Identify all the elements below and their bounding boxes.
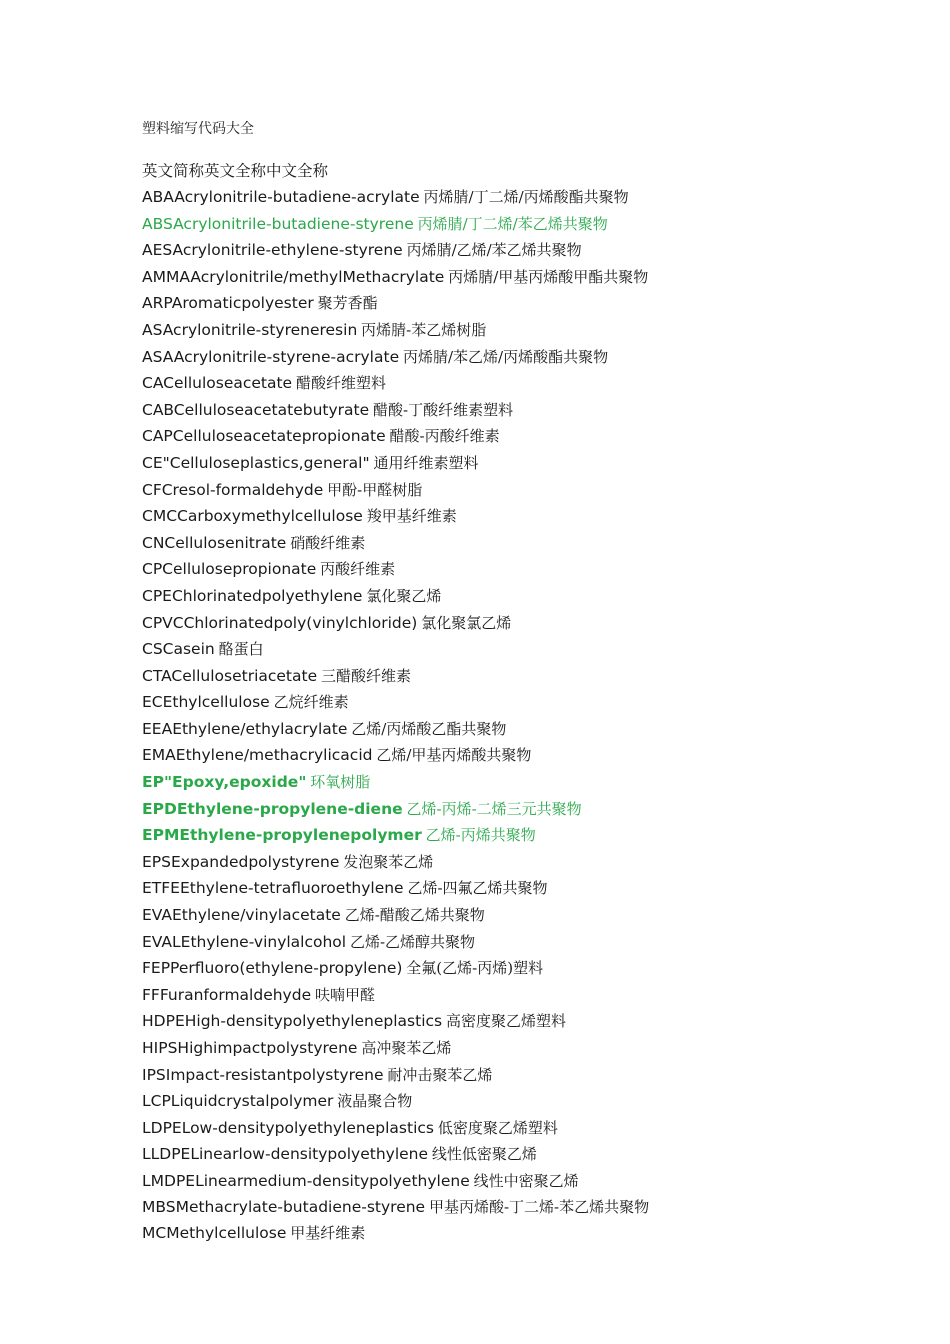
entry-english-term: ASAcrylonitrile-styreneresin xyxy=(142,320,358,339)
entry-chinese-term: 氯化聚氯乙烯 xyxy=(421,613,512,632)
entry-chinese-term: 丙烯腈/丁二烯/苯乙烯共聚物 xyxy=(417,214,608,233)
entry-chinese-term: 线性中密聚乙烯 xyxy=(473,1171,579,1190)
list-item xyxy=(142,213,682,236)
entry-english-term: EMAEthylene/methacrylicacid xyxy=(142,746,373,765)
entry-english-term: CFCresol-formaldehyde xyxy=(142,480,324,499)
entry-english-term: AESAcrylonitrile-ethylene-styrene xyxy=(142,241,403,260)
entry-chinese-term: 硝酸纤维素 xyxy=(290,533,366,552)
entry-chinese-term: 通用纤维素塑料 xyxy=(373,453,479,472)
entry-english-term: FEPPerfluoro(ethylene-propylene) xyxy=(142,959,403,978)
list-item xyxy=(142,1197,682,1219)
entry-english-term: CPVCChlorinatedpoly(vinylchloride) xyxy=(142,613,418,632)
list-item xyxy=(142,877,682,900)
list-item xyxy=(142,1170,682,1193)
entry-english-term: ABSAcrylonitrile-butadiene-styrene xyxy=(142,214,414,233)
list-item xyxy=(142,452,682,475)
entry-chinese-term: 乙烯/甲基丙烯酸共聚物 xyxy=(376,746,532,765)
list-item xyxy=(142,931,682,954)
list-item xyxy=(142,532,682,555)
list-item xyxy=(142,771,682,794)
entry-english-term: LCPLiquidcrystalpolymer xyxy=(142,1092,334,1111)
entry-english-term: HIPSHighimpactpolystyrene xyxy=(142,1039,358,1057)
entry-english-term: EPDEthylene-propylene-diene xyxy=(142,799,403,818)
entry-english-term: ECEthylcellulose xyxy=(142,693,270,712)
entry-chinese-term: 乙烯-四氟乙烯共聚物 xyxy=(407,879,548,898)
entry-chinese-term: 高冲聚苯乙烯 xyxy=(361,1039,452,1057)
list-item xyxy=(142,399,682,422)
list-item xyxy=(142,1037,682,1060)
entry-english-term: CABCelluloseacetatebutyrate xyxy=(142,400,370,419)
entry-chinese-term: 乙烯-醋酸乙烯共聚物 xyxy=(344,906,485,925)
entry-chinese-term: 乙烯-乙烯醇共聚物 xyxy=(349,932,476,951)
list-item xyxy=(142,1222,682,1245)
entry-english-term: CNCellulosenitrate xyxy=(142,533,287,552)
list-item xyxy=(142,851,682,874)
entry-chinese-term: 丙酸纤维素 xyxy=(320,560,396,579)
entry-english-term: ARPAromaticpolyester xyxy=(142,294,314,313)
list-item xyxy=(142,1117,682,1140)
entry-english-term: MCMethylcellulose xyxy=(142,1224,287,1243)
list-item xyxy=(142,691,682,714)
entry-english-term: ASAAcrylonitrile-styrene-acrylate xyxy=(142,347,400,366)
entry-english-term: CMCCarboxymethylcellulose xyxy=(142,507,363,526)
entry-chinese-term: 醋酸-丁酸纤维素塑料 xyxy=(373,400,514,419)
entry-chinese-term: 丙烯腈/甲基丙烯酸甲酯共聚物 xyxy=(448,267,649,286)
entry-chinese-term: 甲基丙烯酸-丁二烯-苯乙烯共聚物 xyxy=(428,1197,650,1216)
list-item xyxy=(142,824,682,847)
entry-chinese-term: 发泡聚苯乙烯 xyxy=(343,852,434,871)
entry-english-term: MBSMethacrylate-butadiene-styrene xyxy=(142,1197,426,1216)
list-item xyxy=(142,638,682,661)
entry-chinese-term: 甲基纤维素 xyxy=(290,1224,366,1243)
entry-chinese-term: 液晶聚合物 xyxy=(337,1092,413,1111)
entry-chinese-term: 醋酸-丙酸纤维素 xyxy=(389,427,500,446)
entry-english-term: EVALEthylene-vinylalcohol xyxy=(142,932,347,951)
entry-english-term: CACelluloseacetate xyxy=(142,374,293,393)
list-item xyxy=(142,904,682,927)
entry-english-term: ABAAcrylonitrile-butadiene-acrylate xyxy=(142,188,420,206)
list-item xyxy=(142,346,682,369)
list-item xyxy=(142,744,682,767)
list-item xyxy=(142,1090,682,1113)
list-item xyxy=(142,957,682,980)
entry-chinese-term: 聚芳香酯 xyxy=(317,294,378,313)
entry-chinese-term: 全氟(乙烯-丙烯)塑料 xyxy=(406,959,544,978)
entry-english-term: CTACellulosetriacetate xyxy=(142,666,318,685)
entry-english-term: AMMAAcrylonitrile/methylMethacrylate xyxy=(142,267,445,286)
list-item xyxy=(142,505,682,528)
list-item xyxy=(142,984,682,1007)
entry-english-term: LMDPELinearmedium-densitypolyethylene xyxy=(142,1171,470,1190)
list-item xyxy=(142,372,682,395)
entry-english-term: EPSExpandedpolystyrene xyxy=(142,852,340,871)
entry-english-term: ETFEEthylene-tetrafluoroethylene xyxy=(142,879,404,898)
entry-chinese-term: 醋酸纤维塑料 xyxy=(295,374,386,393)
entry-english-term: CPEChlorinatedpolyethylene xyxy=(142,586,363,605)
entry-chinese-term: 呋喃甲醛 xyxy=(314,985,375,1004)
entry-chinese-term: 环氧树脂 xyxy=(310,773,371,792)
entry-chinese-term: 乙烷纤维素 xyxy=(273,693,349,712)
entry-chinese-term: 乙烯-丙烯共聚物 xyxy=(425,826,536,845)
list-item xyxy=(142,292,682,315)
entry-chinese-term: 氯化聚乙烯 xyxy=(366,586,442,605)
entry-chinese-term: 线性低密聚乙烯 xyxy=(431,1145,537,1164)
entry-english-term: CSCasein xyxy=(142,640,215,659)
list-item xyxy=(142,612,682,635)
list-item xyxy=(142,266,682,289)
entry-english-term: HDPEHigh-densitypolyethyleneplastics xyxy=(142,1012,443,1031)
list-item xyxy=(142,239,682,262)
column-header-row: 英文简称英文全称中文全称 xyxy=(142,162,329,180)
list-item xyxy=(142,798,682,821)
document-title: 塑料缩写代码大全 xyxy=(142,121,254,137)
entry-chinese-term: 高密度聚乙烯塑料 xyxy=(445,1012,566,1031)
entry-english-term: LLDPELinearlow-densitypolyethylene xyxy=(142,1145,429,1164)
entry-chinese-term: 三醋酸纤维素 xyxy=(321,666,412,685)
document-page xyxy=(142,119,682,1249)
abbreviation-list xyxy=(142,186,682,1245)
entry-chinese-term: 甲酚-甲醛树脂 xyxy=(327,480,423,499)
entry-chinese-term: 乙烯-丙烯-二烯三元共聚物 xyxy=(406,799,582,818)
list-item xyxy=(142,479,682,502)
entry-chinese-term: 低密度聚乙烯塑料 xyxy=(437,1118,558,1137)
entry-chinese-term: 乙烯/丙烯酸乙酯共聚物 xyxy=(351,719,507,738)
entry-chinese-term: 耐冲击聚苯乙烯 xyxy=(387,1065,493,1084)
entry-english-term: CAPCelluloseacetatepropionate xyxy=(142,427,386,446)
entry-chinese-term: 羧甲基纤维素 xyxy=(366,507,457,526)
list-item xyxy=(142,585,682,608)
list-item xyxy=(142,319,682,342)
entry-english-term: CE"Celluloseplastics,general" xyxy=(142,453,370,472)
list-item xyxy=(142,1143,682,1166)
entry-english-term: FFFuranformaldehyde xyxy=(142,985,312,1004)
entry-english-term: IPSImpact-resistantpolystyrene xyxy=(142,1065,384,1084)
entry-english-term: EP"Epoxy,epoxide" xyxy=(142,773,307,792)
entry-english-term: EEAEthylene/ethylacrylate xyxy=(142,719,348,738)
list-item xyxy=(142,1064,682,1087)
entry-chinese-term: 丙烯腈/丁二烯/丙烯酸酯共聚物 xyxy=(423,188,629,206)
entry-english-term: EPMEthylene-propylenepolymer xyxy=(142,826,422,845)
list-item xyxy=(142,718,682,741)
entry-english-term: EVAEthylene/vinylacetate xyxy=(142,906,341,925)
entry-english-term: LDPELow-densitypolyethyleneplastics xyxy=(142,1118,434,1137)
entry-chinese-term: 酪蛋白 xyxy=(218,640,264,659)
entry-chinese-term: 丙烯腈/乙烯/苯乙烯共聚物 xyxy=(406,241,582,260)
list-item xyxy=(142,665,682,688)
list-item xyxy=(142,1010,682,1033)
entry-chinese-term: 丙烯腈-苯乙烯树脂 xyxy=(361,320,487,339)
entry-english-term: CPCellulosepropionate xyxy=(142,560,317,579)
entry-chinese-term: 丙烯腈/苯乙烯/丙烯酸酯共聚物 xyxy=(402,347,609,366)
list-item xyxy=(142,425,682,448)
list-item xyxy=(142,186,682,209)
list-item xyxy=(142,558,682,581)
